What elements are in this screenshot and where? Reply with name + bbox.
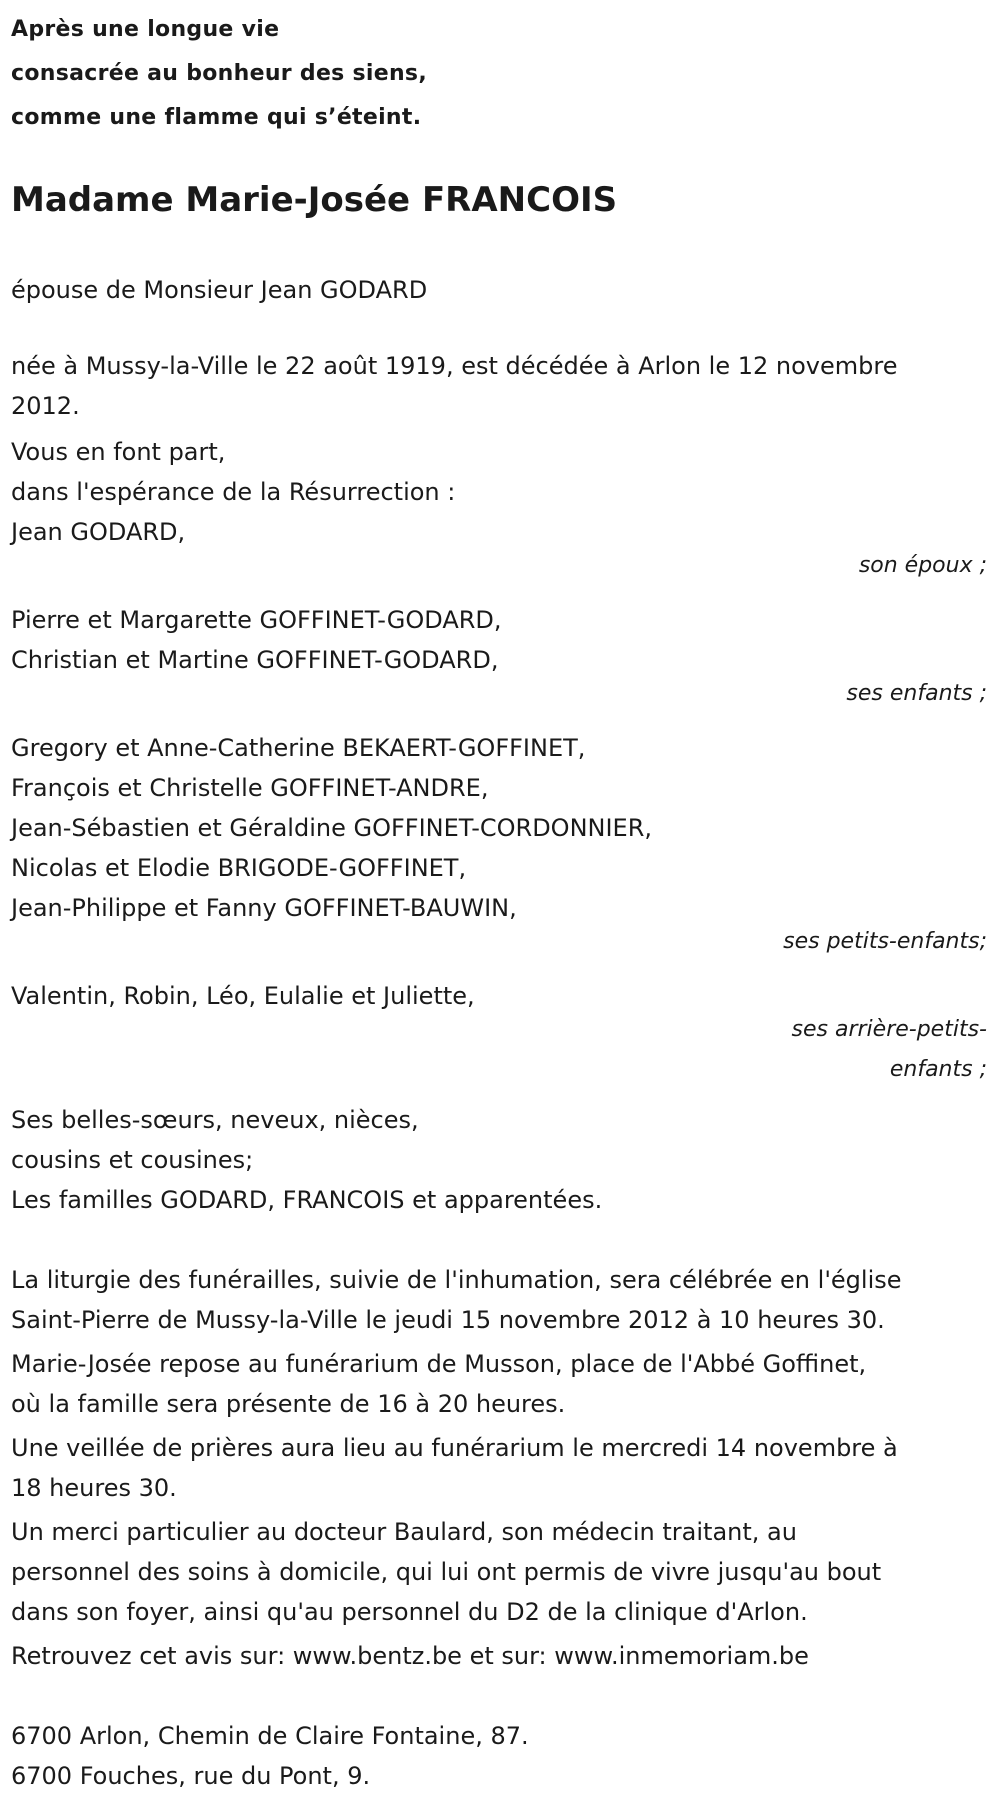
- member-line: Nicolas et Elodie BRIGODE-GOFFINET,: [11, 854, 467, 882]
- intro-verse: [11, 0, 991, 140]
- funeral-line: Saint-Pierre de Mussy-la-Ville le jeudi 15 novembre 2012 à 10 heures 30.: [11, 1306, 885, 1334]
- funeral-info: [11, 1260, 991, 1340]
- relation-label: [11, 1010, 987, 1090]
- deceased-name: Madame Marie-Josée FRANCOIS: [11, 180, 618, 220]
- relation-label-line: ses arrière-petits-: [791, 1017, 987, 1042]
- member-line: Jean GODARD,: [11, 518, 186, 546]
- member-line: François et Christelle GOFFINET-ANDRE,: [11, 774, 489, 802]
- vigil-line: Une veillée de prières aura lieu au funérarium le mercredi 14 novembre à: [11, 1434, 898, 1462]
- vigil-info: [11, 1428, 991, 1508]
- group-children: [11, 600, 991, 714]
- member-line: Christian et Martine GOFFINET-GODARD,: [11, 646, 499, 674]
- intro-line: Après une longue vie: [11, 17, 280, 42]
- birth-death-line: 2012.: [11, 392, 80, 420]
- member-line: Pierre et Margarette GOFFINET-GODARD,: [11, 606, 502, 634]
- thanks-line: dans son foyer, ainsi qu'au personnel du D2 de la clinique d'Arlon.: [11, 1598, 808, 1626]
- member-line: Jean-Philippe et Fanny GOFFINET-BAUWIN,: [11, 894, 517, 922]
- repose-line: Marie-Josée repose au funérarium de Musson, place de l'Abbé Goffinet,: [11, 1350, 867, 1378]
- member-line: Valentin, Robin, Léo, Eulalie et Juliette,: [11, 982, 475, 1010]
- relation-label: ses enfants ;: [846, 681, 987, 706]
- thanks-line: Un merci particulier au docteur Baulard, son médecin traitant, au: [11, 1518, 797, 1546]
- address-line: 6700 Arlon, Chemin de Claire Fontaine, 87.: [11, 1722, 529, 1750]
- website-line: Retrouvez cet avis sur: www.bentz.be et sur: www.inmemoriam.be: [11, 1642, 809, 1670]
- thanks-line: personnel des soins à domicile, qui lui ont permis de vivre jusqu'au bout: [11, 1558, 882, 1586]
- group-great-grandchildren: [11, 976, 991, 1090]
- family-line: Les familles GODARD, FRANCOIS et apparentées.: [11, 1186, 603, 1214]
- member-line: Gregory et Anne-Catherine BEKAERT-GOFFINET,: [11, 734, 586, 762]
- birth-death-info: [11, 346, 991, 426]
- relation-label: ses petits-enfants;: [783, 929, 987, 954]
- repose-line: où la famille sera présente de 16 à 20 heures.: [11, 1390, 566, 1418]
- thanks-info: [11, 1512, 991, 1632]
- family-line: cousins et cousines;: [11, 1146, 254, 1174]
- birth-death-line: née à Mussy-la-Ville le 22 août 1919, est décédée à Arlon le 12 novembre: [11, 352, 898, 380]
- family-line: Ses belles-sœurs, neveux, nièces,: [11, 1106, 419, 1134]
- extended-family: [11, 1100, 991, 1220]
- announcement-line: Vous en font part,: [11, 438, 226, 466]
- relation-label: son époux ;: [858, 553, 987, 578]
- member-line: Jean-Sébastien et Géraldine GOFFINET-CORDONNIER,: [11, 814, 653, 842]
- funeral-line: La liturgie des funérailles, suivie de l'inhumation, sera célébrée en l'église: [11, 1266, 902, 1294]
- address-line: 6700 Fouches, rue du Pont, 9.: [11, 1762, 371, 1790]
- announcement: [11, 432, 991, 512]
- vigil-line: 18 heures 30.: [11, 1474, 177, 1502]
- addresses: [11, 1716, 991, 1796]
- obituary-notice: [11, 0, 991, 1796]
- relation-label-line: enfants ;: [889, 1057, 987, 1082]
- group-grandchildren: [11, 728, 991, 962]
- spouse-line: épouse de Monsieur Jean GODARD: [11, 276, 428, 304]
- intro-line: consacrée au bonheur des siens,: [11, 61, 427, 86]
- intro-line: comme une flamme qui s’éteint.: [11, 105, 422, 130]
- repose-info: [11, 1344, 991, 1424]
- announcement-line: dans l'espérance de la Résurrection :: [11, 478, 456, 506]
- group-spouse: [11, 512, 991, 586]
